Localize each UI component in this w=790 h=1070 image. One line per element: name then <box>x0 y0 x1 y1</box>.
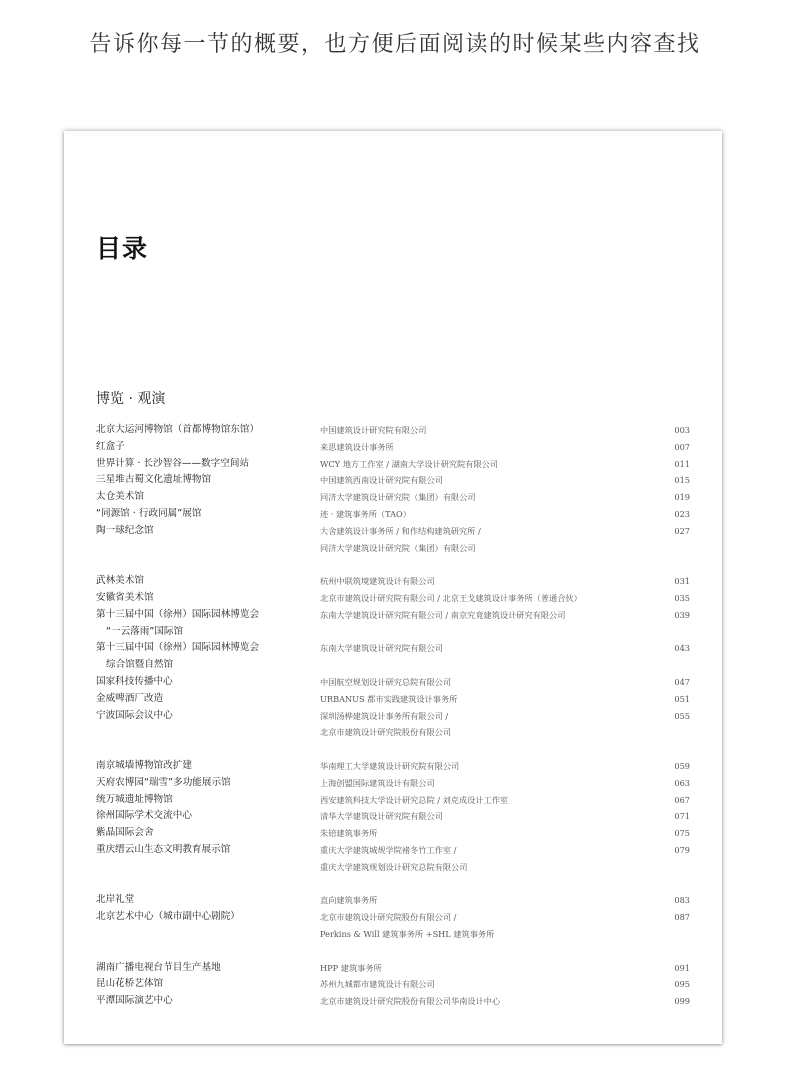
entry-title: 紫晶国际会舍 <box>96 827 154 839</box>
entry-architect: HPP 建筑事务所 <box>320 962 382 973</box>
entry-page-number <box>650 926 690 943</box>
entry-title: 武林美术馆 <box>96 575 144 587</box>
entry-page-number: 063 <box>674 777 690 788</box>
toc-row <box>96 657 690 674</box>
entry-title: 南京城墙博物馆改扩建 <box>96 759 192 771</box>
toc-row <box>96 842 690 859</box>
entry-title <box>96 926 320 943</box>
entry-architect: 上海创盟国际建筑设计有限公司 <box>320 777 435 788</box>
entry-page-number: 031 <box>674 576 690 587</box>
entry-page-number: 007 <box>674 441 690 452</box>
entry-title: 宁波国际会议中心 <box>96 709 173 721</box>
toc-row <box>96 741 690 758</box>
entry-title: 第十三届中国（徐州）国际园林博览会 <box>96 608 260 620</box>
entry-page-number: 019 <box>674 492 690 503</box>
entry-architect: 直向建筑事务所 <box>320 895 378 906</box>
entry-title: 北京大运河博物馆（首都博物馆东馆） <box>96 424 260 435</box>
entry-architect: 东南大学建筑设计研究院有限公司 / 南京究竟建筑设计研究有限公司 <box>320 609 566 620</box>
toc-row <box>96 422 690 439</box>
entry-page-number <box>650 741 690 758</box>
entry-page-number: 011 <box>674 458 690 469</box>
entry-title <box>96 943 320 960</box>
toc-row <box>96 808 690 825</box>
entry-page-number: 083 <box>674 895 690 906</box>
entry-page-number: 091 <box>674 962 690 973</box>
toc-entries <box>96 422 690 1010</box>
entry-title: 重庆缙云山生态文明教育展示馆 <box>96 843 231 855</box>
entry-page-number: 015 <box>674 475 690 486</box>
entry-page-number: 047 <box>674 676 690 687</box>
toc-row <box>96 556 690 573</box>
entry-architect: 北京市建筑设计研究院股份有限公司 / <box>320 912 457 923</box>
toc-row <box>96 876 690 893</box>
toc-row <box>96 775 690 792</box>
entry-page-number: 027 <box>674 525 690 536</box>
entry-title: 三星堆古蜀文化遗址博物馆 <box>96 474 212 486</box>
entry-title: 安徽省美术馆 <box>96 591 154 603</box>
entry-title: 世界计算 · 长沙智谷——数字空间站 <box>96 457 250 469</box>
entry-architect: 东南大学建筑设计研究院有限公司 <box>320 643 443 654</box>
entry-title: 北岸礼堂 <box>96 894 135 906</box>
toc-row <box>96 489 690 506</box>
entry-page-number <box>650 943 690 960</box>
entry-title: “一云落雨”国际馆 <box>106 625 184 637</box>
entry-title: 平潭国际演艺中心 <box>96 995 173 1007</box>
entry-page-number: 067 <box>674 794 690 805</box>
entry-architect: WCY 地方工作室 / 湖南大学设计研究院有限公司 <box>320 458 499 469</box>
toc-row <box>96 792 690 809</box>
entry-title <box>96 741 320 758</box>
toc-row <box>96 724 690 741</box>
entry-title: “同源馆 · 行政同属”展馆 <box>96 507 202 519</box>
entry-page-number: 095 <box>674 979 690 990</box>
entry-architect: 中国建筑设计研究院有限公司 <box>320 425 427 435</box>
entry-architect: 北京市建筑设计研究院股份有限公司华南设计中心 <box>320 996 501 1007</box>
entry-architect: 大舍建筑设计事务所 / 和作结构建筑研究所 / <box>320 525 481 536</box>
entry-title: 北京艺术中心（城市副中心剧院） <box>96 911 240 923</box>
entry-page-number: 087 <box>674 912 690 923</box>
toc-row <box>96 439 690 456</box>
entry-architect: 来思建筑设计事务所 <box>320 441 394 452</box>
toc-row <box>96 960 690 977</box>
entry-page-number: 023 <box>674 508 690 519</box>
entry-architect: 重庆大学建筑规划设计研究总院有限公司 <box>320 861 468 872</box>
entry-title: 红盒子 <box>96 440 125 452</box>
entry-title: 天府农博园“瑞雪”多功能展示馆 <box>96 776 231 788</box>
toc-row <box>96 540 690 557</box>
toc-title: 目录 <box>96 234 149 263</box>
entry-page-number: 079 <box>674 844 690 855</box>
toc-row <box>96 573 690 590</box>
toc-row <box>96 909 690 926</box>
toc-row <box>96 624 690 641</box>
entry-page-number: 039 <box>674 609 690 620</box>
entry-page-number <box>650 556 690 573</box>
entry-title: 金威啤酒厂改造 <box>96 692 164 704</box>
entry-title: 统万城遗址博物馆 <box>96 793 173 805</box>
entry-page-number: 035 <box>674 592 690 603</box>
entry-architect: 中国建筑西南设计研究院有限公司 <box>320 475 443 486</box>
entry-page-number: 003 <box>674 425 690 435</box>
section-heading: 博览 · 观演 <box>96 391 166 407</box>
entry-page-number <box>650 859 690 876</box>
toc-row <box>96 472 690 489</box>
entry-architect: 迹 · 建筑事务所（TAO） <box>320 508 411 519</box>
entry-title: 综合馆暨自然馆 <box>106 659 174 671</box>
toc-row <box>96 590 690 607</box>
entry-architect <box>320 943 650 960</box>
entry-architect: 清华大学建筑设计研究院有限公司 <box>320 811 443 822</box>
toc-row <box>96 993 690 1010</box>
entry-page-number: 059 <box>674 760 690 771</box>
entry-page-number <box>650 624 690 641</box>
toc-row <box>96 976 690 993</box>
entry-title: 第十三届中国（徐州）国际园林博览会 <box>96 642 260 654</box>
toc-row <box>96 943 690 960</box>
toc-row <box>96 892 690 909</box>
toc-row <box>96 926 690 943</box>
entry-architect: 重庆大学建筑城规学院褚冬竹工作室 / <box>320 844 457 855</box>
entry-architect: 中国航空规划设计研究总院有限公司 <box>320 676 452 687</box>
entry-architect: 北京市建筑设计研究院股份有限公司 <box>320 727 452 738</box>
toc-row <box>96 691 690 708</box>
entry-architect: 同济大学建筑设计研究院（集团）有限公司 <box>320 542 476 553</box>
toc-row <box>96 825 690 842</box>
entry-page-number: 099 <box>674 996 690 1007</box>
toc-row <box>96 708 690 725</box>
toc-row <box>96 456 690 473</box>
entry-title: 国家科技传播中心 <box>96 675 173 687</box>
entry-architect <box>320 657 650 674</box>
entry-page-number <box>650 724 690 741</box>
toc-row <box>96 607 690 624</box>
entry-architect: Perkins & Will 建筑事务所 +SHL 建筑事务所 <box>320 928 495 939</box>
toc-row <box>96 859 690 876</box>
entry-architect: 华南理工大学建筑设计研究院有限公司 <box>320 760 460 771</box>
entry-title <box>96 859 320 876</box>
entry-page-number: 043 <box>674 643 690 654</box>
entry-architect: 朱锫建筑事务所 <box>320 828 378 839</box>
entry-architect: 西安建筑科技大学设计研究总院 / 刘克成设计工作室 <box>320 794 509 805</box>
entry-architect: 深圳汤桦建筑设计事务所有限公司 / <box>320 710 449 721</box>
entry-architect: 苏州九城都市建筑设计有限公司 <box>320 979 435 990</box>
toc-row <box>96 674 690 691</box>
toc-row <box>96 506 690 523</box>
entry-page-number <box>650 657 690 674</box>
entry-page-number: 051 <box>674 693 690 704</box>
entry-title: 湖南广播电视台节目生产基地 <box>96 961 221 973</box>
entry-title <box>96 724 320 741</box>
entry-page-number <box>650 540 690 557</box>
entry-architect <box>320 741 650 758</box>
entry-architect <box>320 876 650 893</box>
entry-title <box>96 540 320 557</box>
entry-title: 陶一球纪念馆 <box>96 524 154 536</box>
entry-architect: 北京市建筑设计研究院有限公司 / 北京王戈建筑设计事务所（普通合伙） <box>320 592 582 603</box>
caption: 告诉你每一节的概要，也方便后面阅读的时候某些内容查找 <box>89 32 701 57</box>
toc-row <box>96 640 690 657</box>
entry-page-number: 075 <box>674 828 690 839</box>
entry-architect: 同济大学建筑设计研究院（集团）有限公司 <box>320 492 476 503</box>
document-page <box>64 131 722 1044</box>
entry-title: 昆山花桥艺体馆 <box>96 978 164 990</box>
entry-title <box>96 876 320 893</box>
entry-architect: URBANUS 都市实践建筑设计事务所 <box>320 693 458 704</box>
entry-page-number: 071 <box>674 811 690 822</box>
toc-row <box>96 523 690 540</box>
entry-architect: 杭州中联筑境建筑设计有限公司 <box>320 576 435 587</box>
entry-architect <box>320 556 650 573</box>
entry-page-number: 055 <box>674 710 690 721</box>
entry-title: 徐州国际学术交流中心 <box>96 810 192 822</box>
entry-title <box>96 556 320 573</box>
entry-title: 太仓美术馆 <box>96 491 144 503</box>
toc-row <box>96 758 690 775</box>
entry-page-number <box>650 876 690 893</box>
entry-architect <box>320 624 650 641</box>
